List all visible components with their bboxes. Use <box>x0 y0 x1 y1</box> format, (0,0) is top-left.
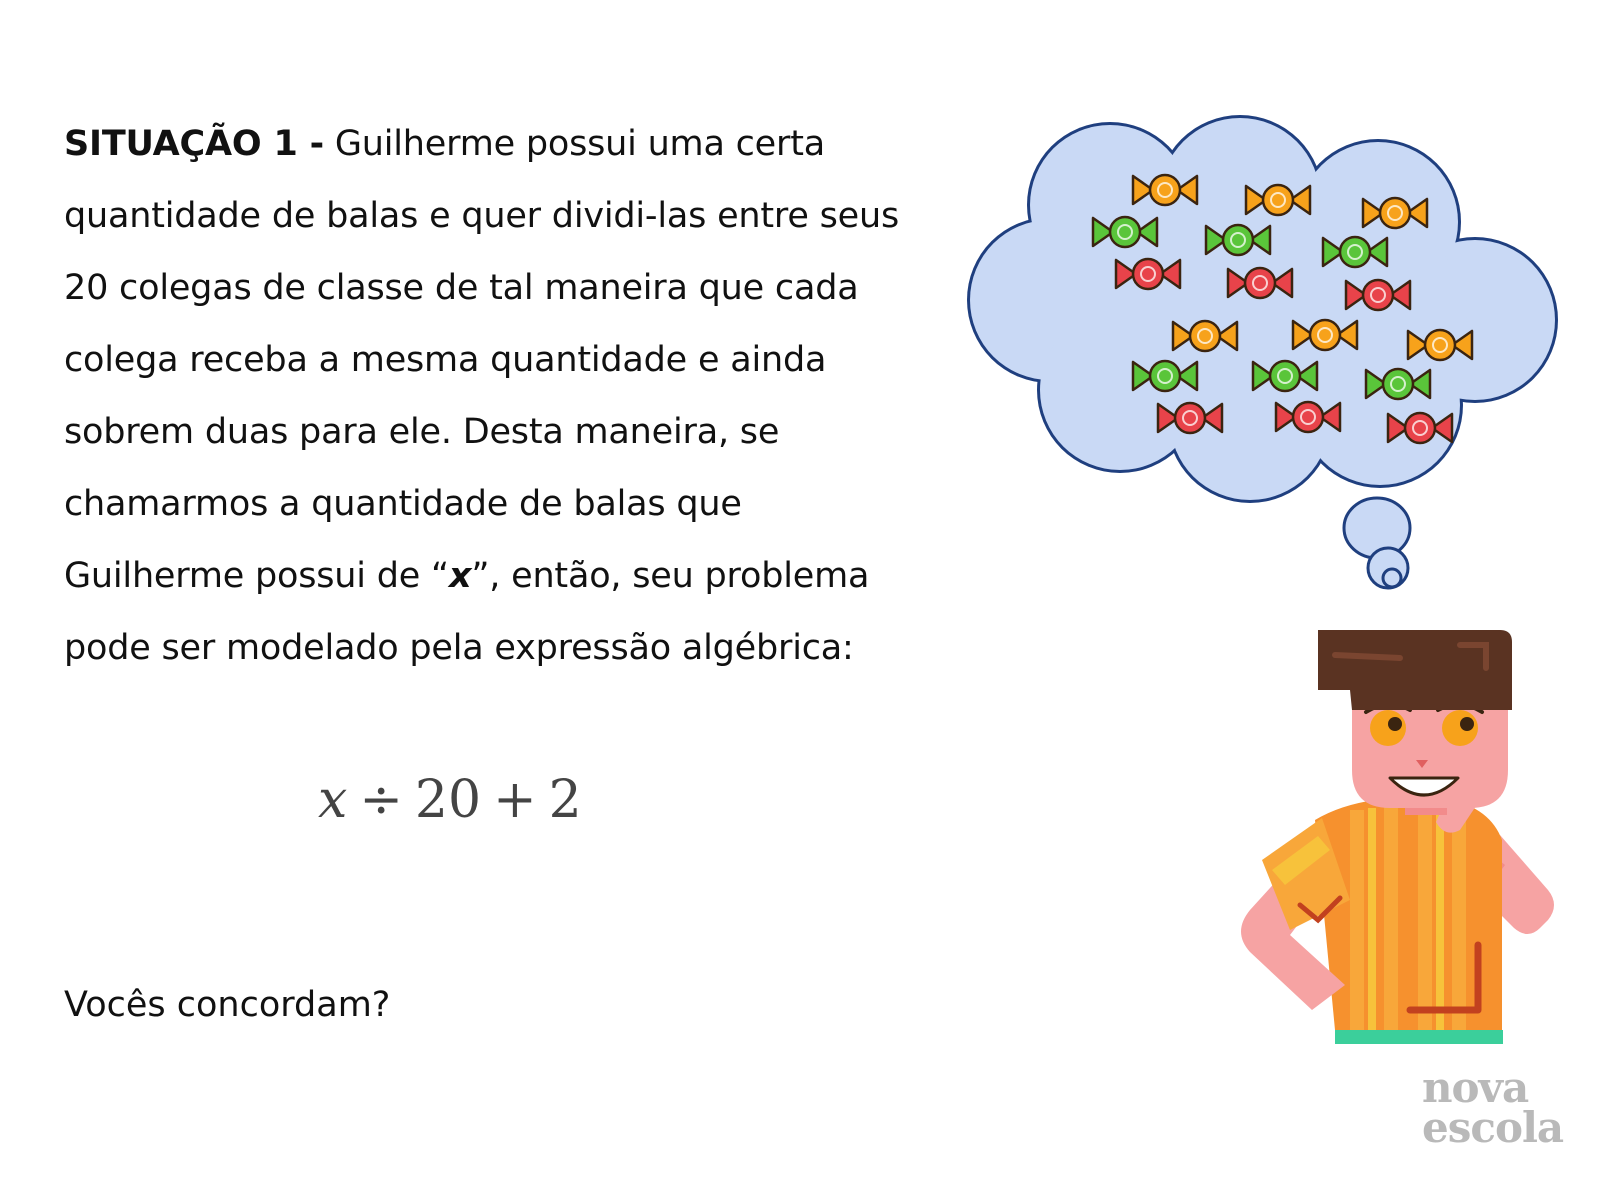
paragraph-line-4: colega receba a mesma quantidade e ainda <box>64 340 827 380</box>
formula-divisor: 20 <box>414 770 482 830</box>
divide-symbol: ÷ <box>359 770 403 830</box>
paragraph-line-5: sobrem duas para ele. Desta maneira, se <box>64 412 780 452</box>
nova-escola-logo: nova escola <box>1422 1063 1564 1152</box>
paragraph-line-8: pode ser modelado pela expressão algébrica: <box>64 628 854 668</box>
paragraph-line-1: SITUAÇÃO 1 - Guilherme possui uma certa <box>64 124 825 164</box>
paragraph-line-3: 20 colegas de classe de tal maneira que cada <box>64 268 859 308</box>
paragraph-line-2: quantidade de balas e quer dividi-las entre seus <box>64 196 899 236</box>
formula-addend: 2 <box>548 770 582 830</box>
paragraph-line-6: chamarmos a quantidade de balas que <box>64 484 742 524</box>
paragraph-line-7: Guilherme possui de “x”, então, seu problema <box>64 556 870 596</box>
thinking-boy-icon <box>1241 630 1554 1044</box>
variable-x: x <box>448 556 472 596</box>
situation-heading: SITUAÇÃO 1 - <box>64 124 324 164</box>
formula-variable: x <box>318 770 348 830</box>
question-text: Vocês concordam? <box>64 985 391 1025</box>
plus-symbol: + <box>493 770 537 830</box>
